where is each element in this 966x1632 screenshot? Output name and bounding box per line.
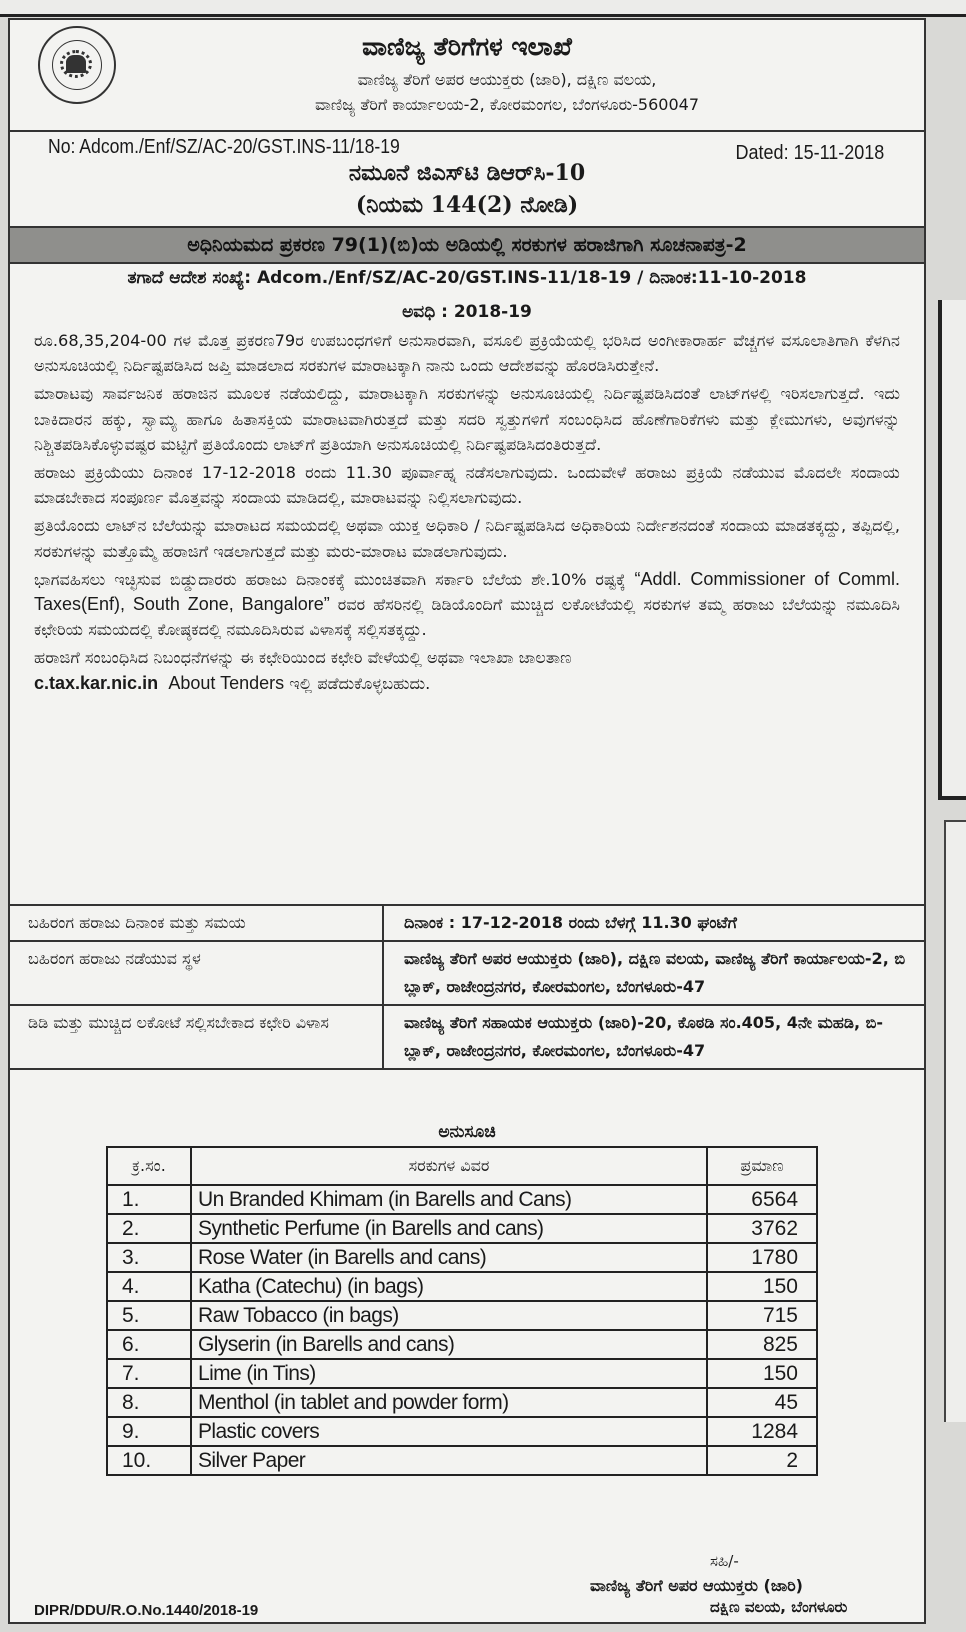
dipr-release-number: DIPR/DDU/R.O.No.1440/2018-19 — [34, 1602, 259, 1619]
table-row — [107, 1272, 817, 1301]
detail-value: ವಾಣಿಜ್ಯ ತೆರಿಗೆ ಸಹಾಯಕ ಆಯುಕ್ತರು (ಜಾರಿ)-20, ಕೊಠಡಿ ಸಂ.405, 4ನೇ ಮಹಡಿ, ಬಿ-ಬ್ಲಾಕ್, ರಾಜೇಂದ್ರನಗರ, ಕೋರಮಂಗಲ, ಬೆಂಗಳೂರು-47 — [383, 1005, 924, 1069]
auction-details-table — [10, 904, 924, 1070]
col-serial-header: ಕ್ರ.ಸಂ. — [107, 1147, 191, 1185]
schedule-title: ಅನುಸೂಚಿ — [438, 1122, 496, 1142]
notice-date: Dated: 15-11-2018 — [735, 142, 884, 164]
col-quantity-header: ಪ್ರಮಾಣ — [707, 1147, 817, 1185]
adjacent-ad-fragment-lower — [944, 820, 966, 1422]
paragraph-6 — [34, 645, 900, 695]
serial-number: 8. — [107, 1388, 191, 1417]
detail-label: ಬಹಿರಂಗ ಹರಾಜು ನಡೆಯುವ ಸ್ಥಳ — [10, 941, 383, 1005]
table-row — [10, 905, 924, 941]
office-line-1: ವಾಣಿಜ್ಯ ತೆರಿಗೆ ಅಪರ ಆಯುಕ್ತರು (ಜಾರಿ), ದಕ್ಷಿಣ ವಲಯ, — [357, 70, 657, 89]
reference-number: No: Adcom./Enf/SZ/AC-20/GST.INS-11/18-19 — [48, 136, 400, 158]
rule-reference: (ನಿಯಮ 144(2) ನೋಡಿ) — [355, 192, 579, 218]
goods-rows — [107, 1185, 817, 1475]
table-row — [10, 1005, 924, 1069]
serial-number: 4. — [107, 1272, 191, 1301]
paragraph-5-intro: ಭಾಗವಹಿಸಲು ಇಚ್ಛಿಸುವ ಬಿಡ್ಡುದಾರರು ಹರಾಜು ದಿನಾಂಕಕ್ಕೆ ಮುಂಚಿತವಾಗಿ ಸರ್ಕಾರಿ ಬೆಲೆಯ ಶೇ.10% ರಷ್ಟಕ್ಕೆ — [34, 569, 626, 589]
paragraph-4: ಪ್ರತಿಯೊಂದು ಲಾಟ್‌ನ ಬೆಲೆಯನ್ನು ಮಾರಾಟದ ಸಮಯದಲ್ಲಿ ಅಥವಾ ಯುಕ್ತ ಅಧಿಕಾರಿ / ನಿರ್ದಿಷ್ಟಪಡಿಸಿದ ಅಧಿಕಾರಿಯ ನಿರ್ದೇಶನದಂತೆ ಸಂದಾಯ ಮಾಡತಕ್ಕದ್ದು, ತಪ್ಪಿದಲ್ಲಿ, ಸರಕುಗಳನ್ನು ಮತ್ತೊಮ್ಮೆ ಹರಾಜಿಗೆ ಇಡಲಾಗುತ್ತದೆ ಮತ್ತು ಮರು-ಮಾರಾಟ ಮಾಡಲಾಗುವುದು. — [34, 516, 900, 561]
paragraph-5 — [34, 567, 900, 643]
item-description: Synthetic Perfume (in Barells and cans) — [191, 1214, 707, 1243]
table-row — [107, 1185, 817, 1214]
table-row — [107, 1243, 817, 1272]
table-row — [107, 1446, 817, 1475]
serial-number: 7. — [107, 1359, 191, 1388]
item-description: Silver Paper — [191, 1446, 707, 1475]
signatory-designation: ವಾಣಿಜ್ಯ ತೆರಿಗೆ ಅಪರ ಆಯುಕ್ತರು (ಜಾರಿ) — [590, 1576, 803, 1595]
item-description: Menthol (in tablet and powder form) — [191, 1388, 707, 1417]
table-row — [10, 941, 924, 1005]
table-row — [107, 1388, 817, 1417]
previous-ad-strip — [0, 0, 966, 17]
department-name: ವಾಣಿಜ್ಯ ತೆರಿಗೆಗಳ ಇಲಾಖೆ — [362, 32, 572, 61]
item-quantity: 2 — [707, 1446, 817, 1475]
demand-order-reference: ತಗಾದೆ ಆದೇಶ ಸಂಖ್ಯೆ: Adcom./Enf/SZ/AC-20/GST.INS-11/18-19 / ದಿನಾಂಕ:11-10-2018 — [127, 268, 807, 288]
paragraph-6-intro: ಹರಾಜಿಗೆ ಸಂಬಂಧಿಸಿದ ನಿಬಂಧನೆಗಳನ್ನು ಈ ಕಛೇರಿಯಿಂದ ಕಛೇರಿ ವೇಳೆಯಲ್ಲಿ ಅಥವಾ ಇಲಾಖಾ ಜಾಲತಾಣ — [34, 648, 572, 668]
serial-number: 5. — [107, 1301, 191, 1330]
item-quantity: 6564 — [707, 1185, 817, 1214]
serial-number: 9. — [107, 1417, 191, 1446]
serial-number: 2. — [107, 1214, 191, 1243]
adjacent-ad-fragment — [938, 300, 966, 800]
auction-notice — [8, 18, 926, 1624]
serial-number: 6. — [107, 1330, 191, 1359]
item-description: Lime (in Tins) — [191, 1359, 707, 1388]
table-row — [107, 1330, 817, 1359]
website-link[interactable]: c.tax.kar.nic.in — [34, 672, 159, 693]
paragraph-2: ಮಾರಾಟವು ಸಾರ್ವಜನಿಕ ಹರಾಜಿನ ಮೂಲಕ ನಡೆಯಲಿದ್ದು, ಮಾರಾಟಕ್ಕಾಗಿ ಸರಕುಗಳನ್ನು ಅನುಸೂಚಿಯಲ್ಲಿ ನಿರ್ದಿಷ್ಟಪಡಿಸಿದಂತೆ ಲಾಟ್‌ಗಳಲ್ಲಿ ಇರಿಸಲಾಗುತ್ತದೆ. ಇದು ಬಾಕಿದಾರನ ಹಕ್ಕು, ಸ್ವಾಮ್ಯ ಹಾಗೂ ಹಿತಾಸಕ್ತಿಯ ಮಾರಾಟವಾಗಿರುತ್ತದೆ ಮತ್ತು ಸದರಿ ಸ್ವತ್ತುಗಳಿಗೆ ಸಂಬಂಧಿಸಿದ ಹೊಣೆಗಾರಿಕೆಗಳು ಮತ್ತು ಕ್ಲೇಮುಗಳು, ಅವುಗಳನ್ನು ನಿಶ್ಚಿತಪಡಿಸಿಕೊಳ್ಳುವಷ್ಟರ ಮಟ್ಟಿಗೆ ಪ್ರತಿಯೊಂದು ಲಾಟ್‌ಗೆ ಪ್ರತಿಯಾಗಿ ಅನುಸೂಚಿಯಲ್ಲಿ ನಿರ್ದಿಷ್ಟಪಡಿಸಿದಂತಿರುತ್ತದೆ. — [34, 384, 900, 454]
paragraph-3: ಹರಾಜು ಪ್ರಕ್ರಿಯೆಯು ದಿನಾಂಕ 17-12-2018 ರಂದು 11.30 ಪೂರ್ವಾಹ್ನ ನಡೆಸಲಾಗುವುದು. ಒಂದುವೇಳೆ ಹರಾಜು ಪ್ರಕ್ರಿಯೆ ನಡೆಯುವ ಮೊದಲೇ ಸಂದಾಯ ಮಾಡಬೇಕಾದ ಸಂಪೂರ್ಣ ಮೊತ್ತವನ್ನು ಸಂದಾಯ ಮಾಡಿದಲ್ಲಿ, ಮಾರಾಟವನ್ನು ನಿಲ್ಲಿಸಲಾಗುವುದು. — [34, 463, 900, 508]
serial-number: 10. — [107, 1446, 191, 1475]
table-row — [107, 1214, 817, 1243]
paragraph-5-rest: ರವರ ಹೆಸರಿನಲ್ಲಿ ಡಿಡಿಯೊಂದಿಗೆ ಮುಚ್ಚಿದ ಲಕೋಟೆಯಲ್ಲಿ ಸರಕುಗಳ ತಮ್ಮ ಹರಾಜು ಬೆಲೆಯನ್ನು ನಮೂದಿಸಿ ಕಛೇರಿಯ ಸಮಯದಲ್ಲಿ ಕೋಷ್ಠಕದಲ್ಲಿ ನಮೂದಿಸಿರುವ ವಿಳಾಸಕ್ಕೆ ಸಲ್ಲಿಸತಕ್ಕದ್ದು. — [34, 595, 900, 640]
notice-header — [10, 20, 924, 132]
item-description: Glyserin (in Barells and cans) — [191, 1330, 707, 1359]
detail-label: ಬಹಿರಂಗ ಹರಾಜು ದಿನಾಂಕ ಮತ್ತು ಸಮಯ — [10, 905, 383, 941]
item-quantity: 150 — [707, 1272, 817, 1301]
item-quantity: 45 — [707, 1388, 817, 1417]
payee-name: “Addl. Commissioner of Comml. Taxes(Enf), South Zone, Bangalore” — [34, 568, 900, 615]
tax-period: ಅವಧಿ : 2018-19 — [402, 302, 532, 322]
col-description-header: ಸರಕುಗಳ ವಿವರ — [191, 1147, 707, 1185]
notice-body — [34, 328, 900, 699]
item-quantity: 825 — [707, 1330, 817, 1359]
item-description: Plastic covers — [191, 1417, 707, 1446]
notice-heading-band: ಅಧಿನಿಯಮದ ಪ್ರಕರಣ 79(1)(ಬಿ)ಯ ಅಡಿಯಲ್ಲಿ ಸರಕುಗಳ ಹರಾಜಿಗಾಗಿ ಸೂಚನಾಪತ್ರ-2 — [10, 226, 924, 264]
detail-label: ಡಿಡಿ ಮತ್ತು ಮುಚ್ಚಿದ ಲಕೋಟೆ ಸಲ್ಲಿಸಬೇಕಾದ ಕಛೇರಿ ವಿಳಾಸ — [10, 1005, 383, 1069]
signatory-place: ದಕ್ಷಿಣ ವಲಯ, ಬೆಂಗಳೂರು — [710, 1598, 848, 1616]
paragraph-6-rest: ಇಲ್ಲಿ ಪಡೆದುಕೊಳ್ಳಬಹುದು. — [289, 673, 431, 693]
serial-number: 1. — [107, 1185, 191, 1214]
detail-value: ವಾಣಿಜ್ಯ ತೆರಿಗೆ ಅಪರ ಆಯುಕ್ತರು (ಜಾರಿ), ದಕ್ಷಿಣ ವಲಯ, ವಾಣಿಜ್ಯ ತೆರಿಗೆ ಕಾರ್ಯಾಲಯ-2, ಬಿ ಬ್ಲಾಕ್, ರಾಜೇಂದ್ರನಗರ, ಕೋರಮಂಗಲ, ಬೆಂಗಳೂರು-47 — [383, 941, 924, 1005]
table-row — [107, 1417, 817, 1446]
item-description: Katha (Catechu) (in bags) — [191, 1272, 707, 1301]
paragraph-1: ರೂ.68,35,204-00 ಗಳ ಮೊತ್ತ ಪ್ರಕರಣ79ರ ಉಪಬಂಧಗಳಿಗೆ ಅನುಸಾರವಾಗಿ, ವಸೂಲಿ ಪ್ರಕ್ರಿಯೆಯಲ್ಲಿ ಭರಿಸಿದ ಅಂಗೀಕಾರಾರ್ಹ ವೆಚ್ಚಗಳ ವಸೂಲಾತಿಗಾಗಿ ಕೆಳಗಿನ ಅನುಸೂಚಿಯಲ್ಲಿ ನಿರ್ದಿಷ್ಟಪಡಿಸಿದ ಜಪ್ತಿ ಮಾಡಲಾದ ಸರಕುಗಳ ಮಾರಾಟಕ್ಕಾಗಿ ನಾನು ಒಂದು ಆದೇಶವನ್ನು ಹೊರಡಿಸಿರುತ್ತೇನೆ. — [34, 331, 900, 376]
goods-schedule-table — [106, 1146, 818, 1476]
item-quantity: 1284 — [707, 1417, 817, 1446]
table-header-row — [107, 1147, 817, 1185]
item-description: Un Branded Khimam (in Barells and Cans) — [191, 1185, 707, 1214]
table-row — [107, 1301, 817, 1330]
item-quantity: 150 — [707, 1359, 817, 1388]
table-row — [107, 1359, 817, 1388]
item-quantity: 1780 — [707, 1243, 817, 1272]
office-line-2: ವಾಣಿಜ್ಯ ತೆರಿಗೆ ಕಾರ್ಯಾಲಯ-2, ಕೋರಮಂಗಲ, ಬೆಂಗಳೂರು-560047 — [314, 95, 700, 114]
item-quantity: 3762 — [707, 1214, 817, 1243]
item-quantity: 715 — [707, 1301, 817, 1330]
detail-value: ದಿನಾಂಕ : 17-12-2018 ರಂದು ಬೆಳಗ್ಗೆ 11.30 ಘಂಟೆಗೆ — [383, 905, 924, 941]
item-description: Rose Water (in Barells and cans) — [191, 1243, 707, 1272]
item-description: Raw Tobacco (in bags) — [191, 1301, 707, 1330]
form-title: ನಮೂನೆ ಜಿಎಸ್‌ಟಿ ಡಿಆರ್‌ಸಿ-10 — [348, 160, 586, 186]
serial-number: 3. — [107, 1243, 191, 1272]
tenders-section: About Tenders — [168, 672, 285, 693]
signature-mark: ಸಹಿ/- — [710, 1552, 739, 1570]
